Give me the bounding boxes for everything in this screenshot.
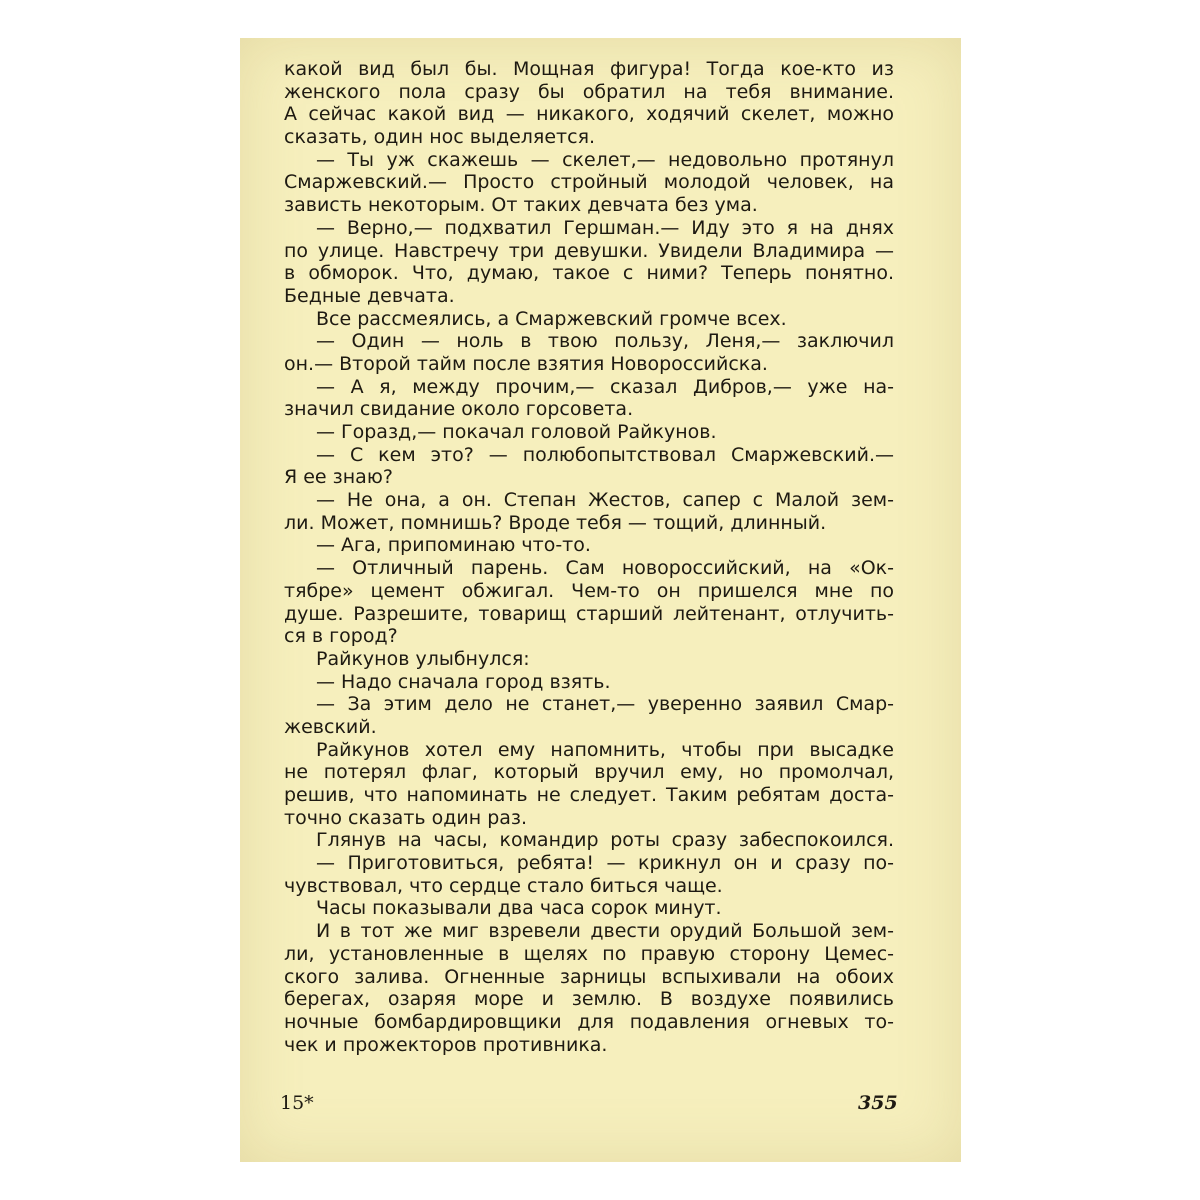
body-text (284, 58, 894, 1056)
text-line: тябре» цемент обжигал. Чем-то он пришелся мне по (284, 579, 894, 602)
text-line: значил свидание около горсовета. (284, 398, 634, 421)
text-line: А сейчас какой вид — никакого, ходячий скелет, можно (284, 103, 894, 126)
text-line: Райкунов хотел ему напомнить, чтобы при высадке (316, 738, 894, 761)
text-line: — А я, между прочим,— сказал Дибров,— уже на- (316, 375, 894, 398)
page-number: 355 (858, 1092, 898, 1114)
text-line: сказать, один нос выделяется. (284, 126, 596, 149)
text-line: Бедные девчата. (284, 284, 455, 307)
text-line: по улице. Навстречу три девушки. Увидели Владимира — (284, 239, 894, 262)
signature-mark: 15* (280, 1092, 314, 1114)
text-line: какой вид был бы. Мощная фигура! Тогда кое-кто из (284, 58, 894, 80)
text-line: жевский. (284, 715, 377, 738)
text-line: женского пола сразу бы обратил на тебя внимание. (284, 80, 894, 103)
text-line: — Горазд,— покачал головой Райкунов. (316, 421, 717, 443)
text-line: чувствовал, что сердце стало биться чаще. (284, 874, 723, 897)
text-line: не потерял флаг, который вручил ему, но промолчал, (284, 761, 894, 784)
text-line: он.— Второй тайм после взятия Новороссийска. (284, 352, 768, 375)
text-line: берегах, озаряя море и землю. В воздухе появились (284, 988, 894, 1011)
text-line: — С кем это? — полюбопытствовал Смаржевский.— (316, 443, 894, 466)
text-line: ночные бомбардировщики для подавления огневых то- (284, 1010, 894, 1033)
text-line: ли, установленные в щелях по правую сторону Цемес- (284, 942, 894, 965)
text-line: ся в город? (284, 625, 398, 648)
text-line: Глянув на часы, командир роты сразу забеспокоился. (316, 829, 894, 852)
text-line: Я ее знаю? (284, 466, 393, 489)
text-line: Часы показывали два часа сорок минут. (316, 897, 722, 920)
text-line: зависть некоторым. От таких девчата без ума. (284, 194, 758, 217)
text-line: — Отличный парень. Сам новороссийский, на «Ок- (316, 557, 894, 580)
text-line: — Ты уж скажешь — скелет,— недовольно протянул (316, 148, 894, 171)
book-page (240, 38, 961, 1162)
text-line: чек и прожекторов противника. (284, 1033, 608, 1056)
text-line: душе. Разрешите, товарищ старший лейтенант, отлучить- (284, 602, 894, 625)
text-line: Райкунов улыбнулся: (316, 647, 530, 670)
text-line: ского залива. Огненные зарницы вспыхивали на обоих (284, 965, 894, 988)
text-line: точно сказать один раз. (284, 806, 528, 829)
text-line: ли. Может, помнишь? Вроде тебя — тощий, длинный. (284, 511, 827, 534)
text-line: Все рассмеялись, а Смаржевский громче всех. (316, 307, 787, 330)
text-line: — Не она, а он. Степан Жестов, сапер с Малой зем- (316, 489, 894, 512)
text-line: Смаржевский.— Просто стройный молодой человек, на (284, 171, 894, 194)
text-line: — За этим дело не станет,— уверенно заявил Смар- (316, 693, 894, 716)
text-line: — Верно,— подхватил Гершман.— Иду это я на днях (316, 216, 894, 239)
text-line: решив, что напоминать не следует. Таким ребятам доста- (284, 784, 894, 806)
text-line: — Один — ноль в твою пользу, Леня,— заключил (316, 330, 894, 353)
text-line: — Ага, припоминаю что-то. (316, 534, 591, 557)
text-line: И в тот же миг взревели двести орудий Большой зем- (316, 920, 894, 943)
text-line: — Надо сначала город взять. (316, 670, 611, 693)
text-line: в обморок. Что, думаю, такое с ними? Теперь понятно. (284, 262, 894, 285)
text-line: — Приготовиться, ребята! — крикнул он и сразу по- (316, 852, 894, 875)
